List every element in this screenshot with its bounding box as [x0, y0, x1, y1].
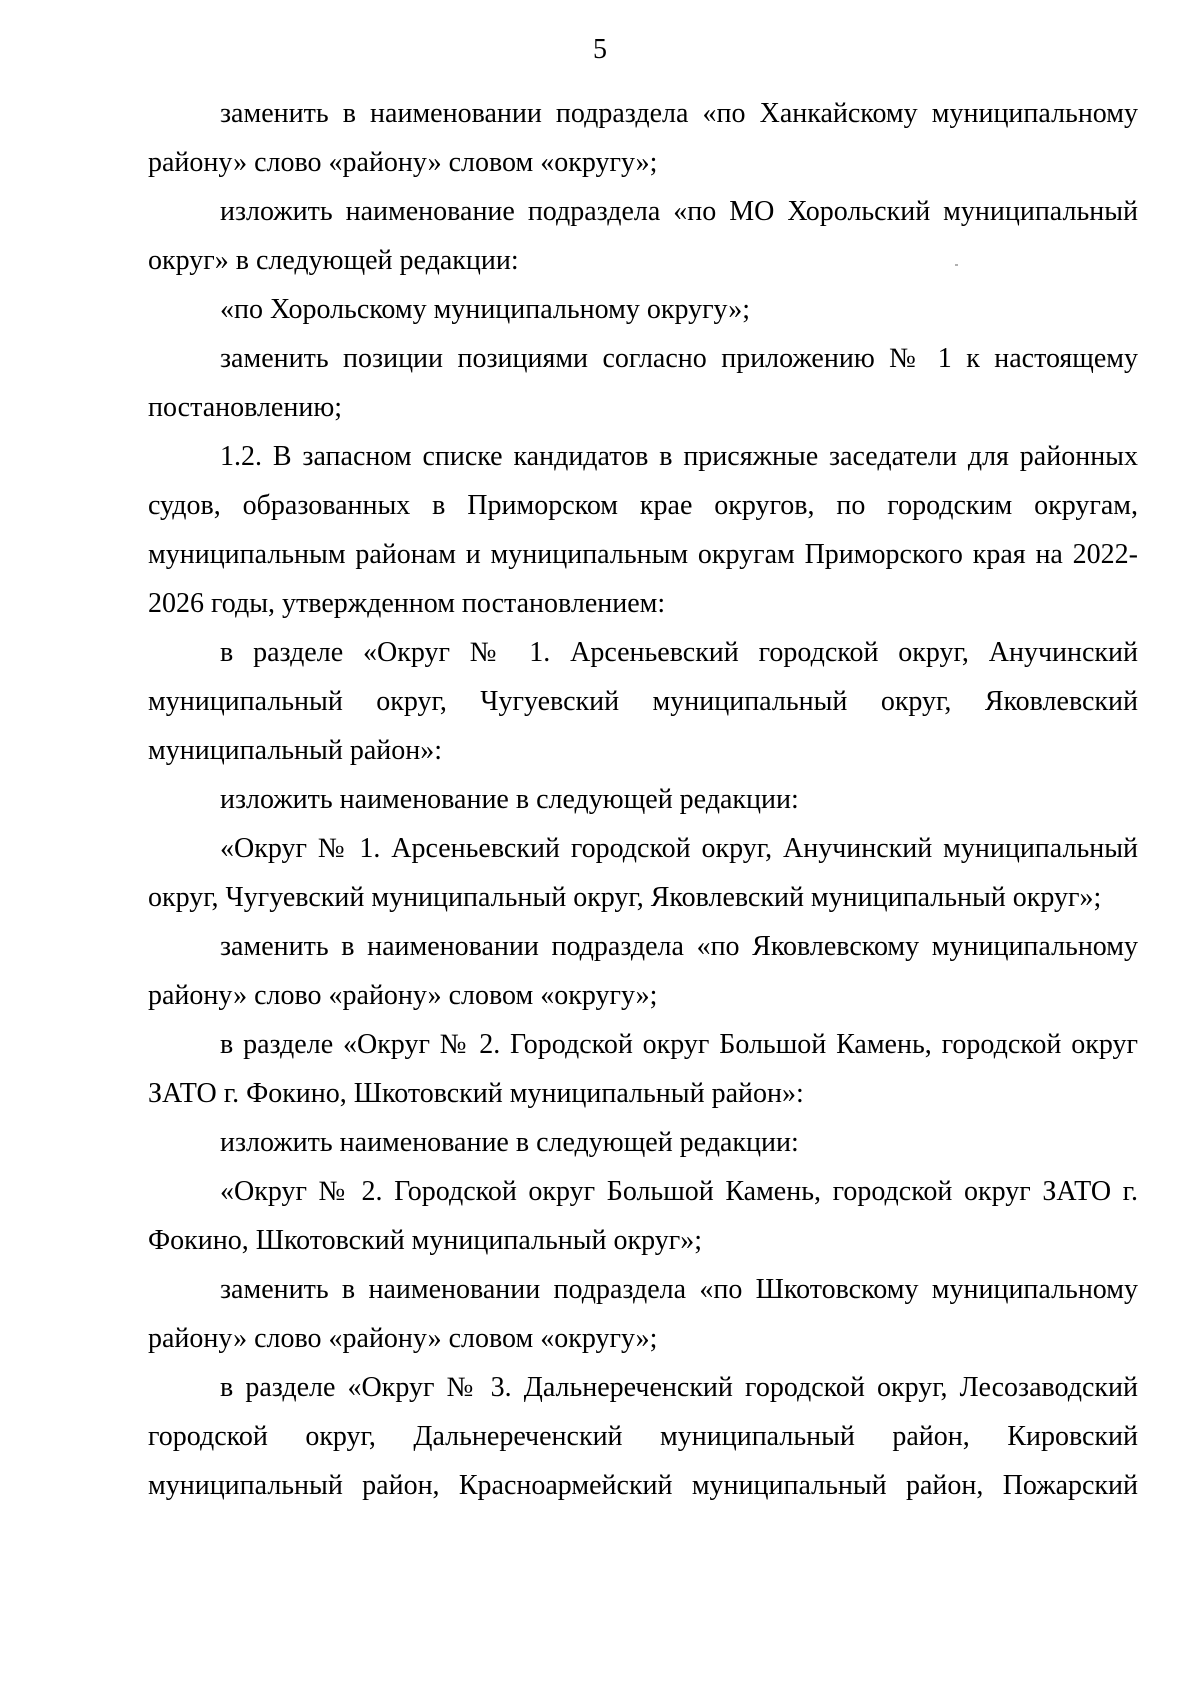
- paragraph-okrug-2-section: в разделе «Округ № 2. Городской округ Большой Камень, городской округ ЗАТО г. Фокино, Шкотовский муниципальный район»:: [148, 1029, 1138, 1109]
- paragraph-replace-positions: заменить позиции позициями согласно приложению № 1 к настоящему постановлению;: [148, 343, 1138, 423]
- paragraph-okrug-1-rename: изложить наименование в следующей редакции:: [220, 784, 799, 815]
- paragraph-okrug-1-new-name: «Округ № 1. Арсеньевский городской округ, Анучинский муниципальный округ, Чугуевский муниципальный округ, Яковлевский муниципальный округ»;: [148, 833, 1138, 913]
- paragraph-okrug-1-section: в разделе «Округ № 1. Арсеньевский городской округ, Анучинский муниципальный округ, Чугуевский муниципальный округ, Яковлевский муниципальный район»:: [148, 637, 1138, 766]
- paragraph-khankaisky: заменить в наименовании подраздела «по Ханкайскому муниципальному району» слово «району» словом «округу»;: [148, 98, 1138, 178]
- paragraph-section-1-2: 1.2. В запасном списке кандидатов в присяжные заседатели для районных судов, образованных в Приморском крае округов, по городским округам, муниципальным районам и муниципальным округам Приморского края на 2022-2026 годы, утвержденном постановлением:: [148, 441, 1138, 619]
- paragraph-yakovlevsky: заменить в наименовании подраздела «по Яковлевскому муниципальному району» слово «району» словом «округу»;: [148, 931, 1138, 1011]
- paragraph-khorolsky-rename: изложить наименование подраздела «по МО Хорольский муниципальный округ» в следующей редакции:: [148, 196, 1138, 276]
- paragraph-okrug-2-new-name: «Округ № 2. Городской округ Большой Камень, городской округ ЗАТО г. Фокино, Шкотовский муниципальный округ»;: [148, 1176, 1138, 1256]
- page-number: 5: [593, 34, 607, 65]
- scan-speck: [955, 264, 958, 266]
- paragraph-okrug-2-rename: изложить наименование в следующей редакции:: [220, 1127, 799, 1158]
- paragraph-shkotovsky: заменить в наименовании подраздела «по Шкотовскому муниципальному району» слово «району» словом «округу»;: [148, 1274, 1138, 1354]
- paragraph-okrug-3-section: в разделе «Округ № 3. Дальнереченский городской округ, Лесозаводский городской округ, Дальнереченский муниципальный район, Кировский муниципальный район, Красноармейский муниципальный район, Пожарский: [148, 1372, 1138, 1501]
- paragraph-khorolsky-new-name: «по Хорольскому муниципальному округу»;: [220, 294, 751, 325]
- document-body: [148, 89, 1138, 1510]
